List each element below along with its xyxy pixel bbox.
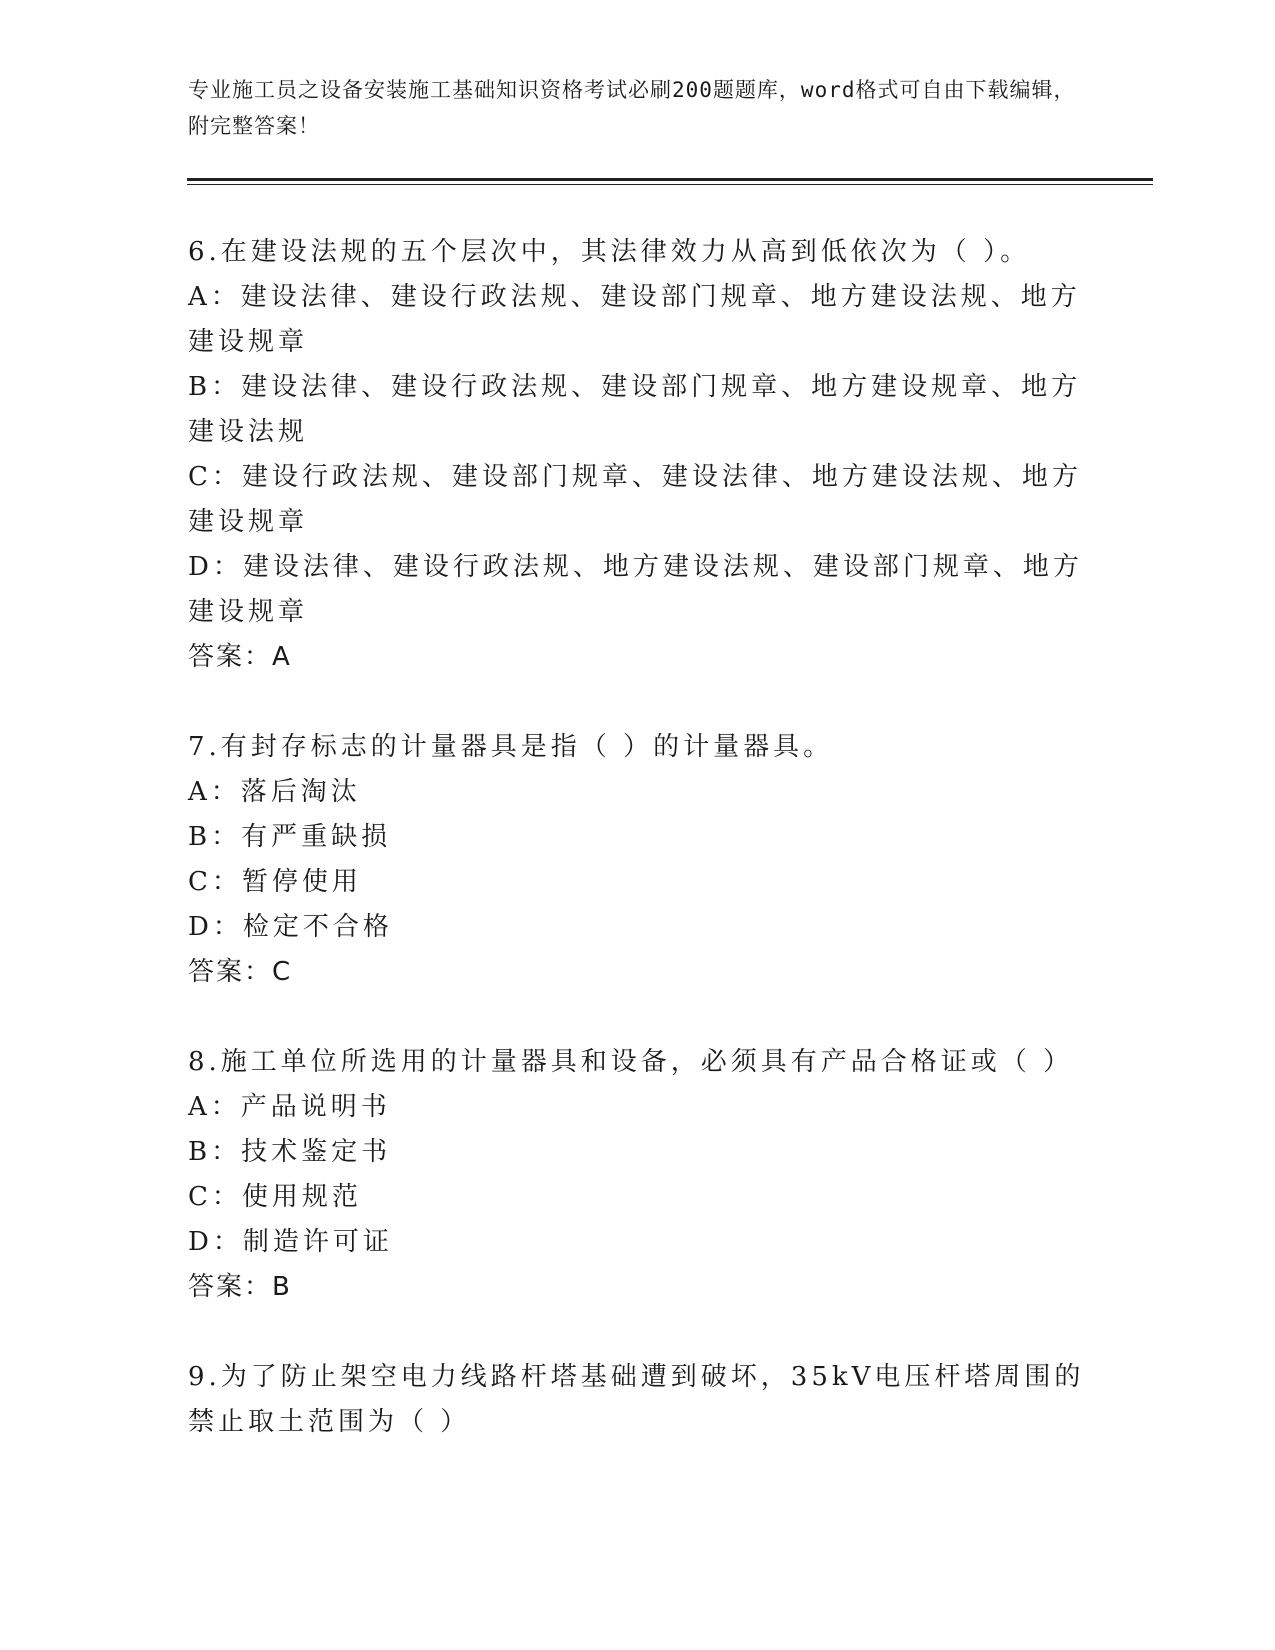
option-b: B：建设法律、建设行政法规、建设部门规章、地方建设规章、地方建设法规 [188, 372, 1082, 447]
option-d: D：建设法律、建设行政法规、地方建设法规、建设部门规章、地方建设规章 [188, 552, 1083, 627]
answer: 答案：C [188, 957, 293, 987]
document-header: 专业施工员之设备安装施工基础知识资格考试必刷200题题库，word格式可自由下载编辑，附完整答案！ [188, 78, 1076, 138]
question-stem: 9.为了防止架空电力线路杆塔基础遭到破坏，35kV电压杆塔周围的禁止取土范围为（ ） [188, 1362, 1085, 1437]
question-stem: 7.有封存标志的计量器具是指（ ）的计量器具。 [188, 732, 834, 762]
option-a: A：产品说明书 [188, 1092, 391, 1122]
spacer [188, 1310, 1088, 1355]
option-d: D：制造许可证 [188, 1227, 393, 1257]
option-b: B：有严重缺损 [188, 822, 392, 852]
question-6 [188, 230, 1088, 680]
spacer [188, 680, 1088, 725]
option-a: A：落后淘汰 [188, 777, 361, 807]
question-stem: 8.施工单位所选用的计量器具和设备，必须具有产品合格证或（ ） [188, 1047, 1074, 1077]
option-d: D：检定不合格 [188, 912, 393, 942]
answer: 答案：A [188, 642, 292, 672]
option-c: C：暂停使用 [188, 867, 362, 897]
question-stem: 6.在建设法规的五个层次中，其法律效力从高到低依次为（ ）。 [188, 237, 1031, 267]
option-c: C：使用规范 [188, 1182, 362, 1212]
spacer [188, 995, 1088, 1040]
option-b: B：技术鉴定书 [188, 1137, 392, 1167]
option-c: C：建设行政法规、建设部门规章、建设法律、地方建设法规、地方建设规章 [188, 462, 1082, 537]
option-a: A：建设法律、建设行政法规、建设部门规章、地方建设法规、地方建设规章 [188, 282, 1081, 357]
header-rule-thin [187, 184, 1153, 185]
question-8 [188, 1040, 1088, 1310]
question-9 [188, 1355, 1088, 1445]
question-list [188, 230, 1088, 1445]
header-rule-thick [187, 178, 1153, 181]
answer: 答案：B [188, 1272, 292, 1302]
question-7 [188, 725, 1088, 995]
